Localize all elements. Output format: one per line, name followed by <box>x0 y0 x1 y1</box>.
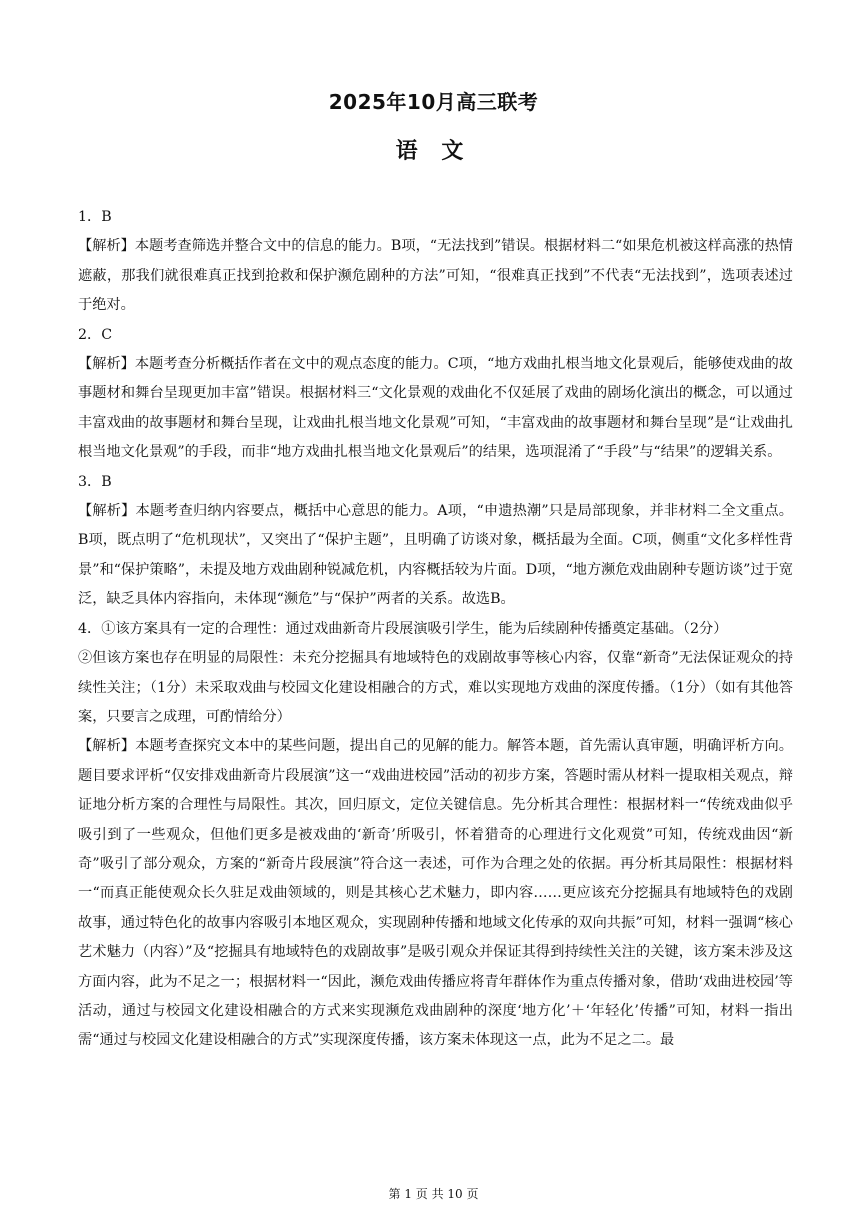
analysis-2: 【解析】本题考查分析概括作者在文中的观点态度的能力。C项，“地方戏曲扎根当地文化景观后，能够使戏曲的故事题材和舞台呈现更加丰富”错误。根据材料三“文化景观的戏曲化不仅延展了戏曲的剧场化演出的概念，可以通过丰富戏曲的故事题材和舞台呈现，让戏曲扎根当地文化景观”可知，“丰富戏曲的故事题材和舞台呈现”是“让戏曲扎根当地文化景观”的手段，而非“地方戏曲扎根当地文化景观后”的结果，选项混淆了“手段”与“结果”的逻辑关系。 <box>78 356 793 461</box>
answer-content <box>78 203 793 1056</box>
answer-4-part-2: ②但该方案也存在明显的局限性：未充分挖掘具有地域特色的戏剧故事等核心内容，仅靠“新奇”无法保证观众的持续性关注；（1分）未采取戏曲与校园文化建设相融合的方式，难以实现地方戏曲的深度传播。（1分）（如有其他答案，只要言之成理，可酌情给分） <box>78 650 793 725</box>
exam-title: 2025年10月高三联考 <box>328 90 539 114</box>
subject-title: 语 文 <box>395 139 472 164</box>
analysis-1: 【解析】本题考查筛选并整合文中的信息的能力。B项，“无法找到”错误。根据材料二“如果危机被这样高涨的热情遮蔽，那我们就很难真正找到抢救和保护濒危剧种的方法”可知，“很难真正找到”不代表“无法找到”，选项表述过于绝对。 <box>78 238 793 314</box>
answer-3: 3．B <box>78 473 112 490</box>
answer-4-part-1: 4．①该方案具有一定的合理性：通过戏曲新奇片段展演吸引学生，能为后续剧种传播奠定基础。（2分） <box>78 620 728 637</box>
analysis-3: 【解析】本题考查归纳内容要点，概括中心意思的能力。A项，“申遗热潮”只是局部现象，并非材料二全文重点。B项，既点明了“危机现状”，又突出了“保护主题”，且明确了访谈对象，概括最为全面。C项，侧重“文化多样性背景”和“保护策略”，未提及地方戏曲剧种锐减危机，内容概括较为片面。D项，“地方濒危戏曲剧种专题访谈”过于宽泛，缺乏具体内容指向，未体现“濒危”与“保护”两者的关系。故选B。 <box>78 503 793 608</box>
answer-2: 2．C <box>78 326 113 343</box>
answer-1: 1．B <box>78 209 112 225</box>
page-number: 第 1 页 共 10 页 <box>388 1187 479 1201</box>
analysis-4: 【解析】本题考查探究文本中的某些问题，提出自己的见解的能力。解答本题，首先需认真审题，明确评析方向。题目要求评析“仅安排戏曲新奇片段展演”这一“戏曲进校园”活动的初步方案，答题时需从材料一提取相关观点，辩证地分析方案的合理性与局限性。其次，回归原文，定位关键信息。先分析其合理性：根据材料一“传统戏曲似乎吸引到了一些观众，但他们更多是被戏曲的‘新奇’所吸引，怀着猎奇的心理进行文化观赏”可知，传统戏曲因“新奇”吸引了部分观众，方案的“新奇片段展演”符合这一表述，可作为合理之处的依据。再分析其局限性：根据材料一“而真正能使观众长久驻足戏曲领域的，则是其核心艺术魅力，即内容……更应该充分挖掘具有地域特色的戏剧故事，通过特色化的故事内容吸引本地区观众，实现剧种传播和地域文化传承的双向共振”可知，材料一强调“核心艺术魅力（内容）”及“挖掘具有地域特色的戏剧故事”是吸引观众并保证其得到持续性关注的关键，该方案未涉及这方面内容，此为不足之一；根据材料一“因此，濒危戏曲传播应将青年群体作为重点传播对象，借助‘戏曲进校园’等活动，通过与校园文化建设相融合的方式来实现濒危戏曲剧种的深度‘地方化’＋‘年轻化’传播”可知，材料一指出需“通过与校园文化建设相融合的方式”实现深度传播，该方案未体现这一点，此为不足之二。最 <box>78 738 793 1049</box>
